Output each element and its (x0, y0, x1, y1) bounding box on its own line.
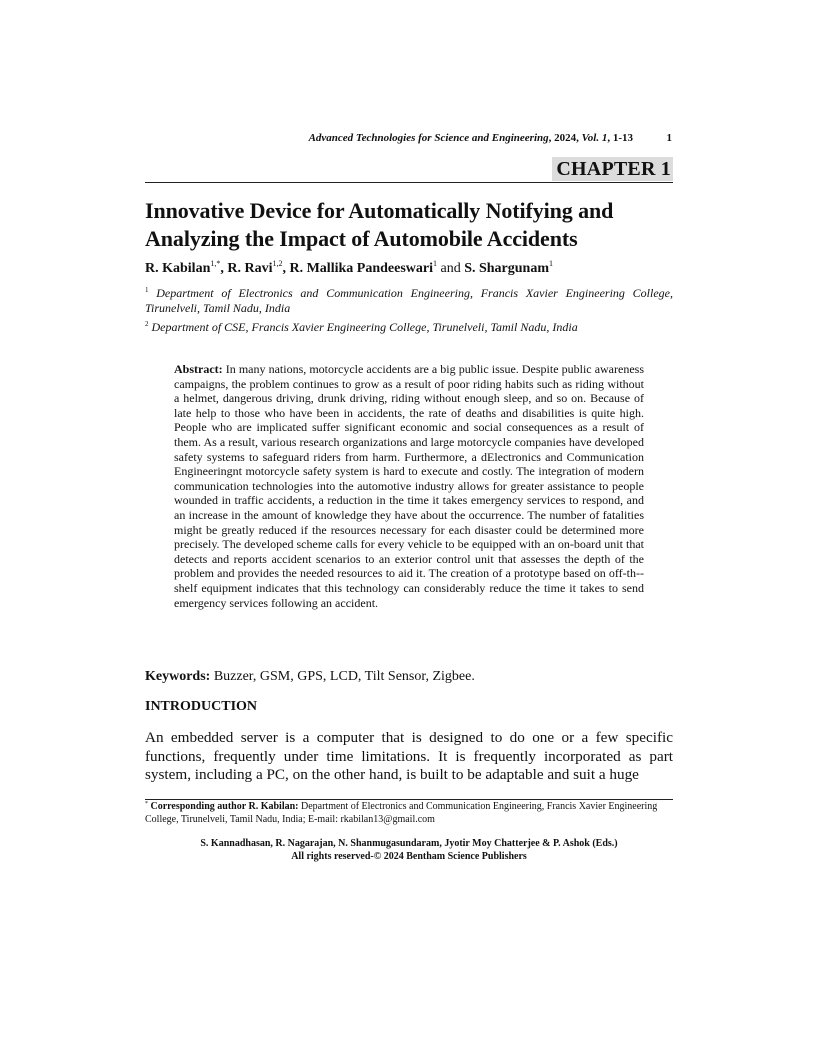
abstract (174, 362, 644, 610)
footnote-text: Department of Electronics and Communication Engineering, Francis Xavier Engineering College, Tirunelveli, Tamil Nadu, India; E-mail: rkabilan13@gmail.com (145, 801, 658, 825)
body-paragraph: An embedded server is a computer that is designed to do one or a few specific functions, frequently under time limitations. It is frequently incorporated as part system, including a PC, on the other hand, is built to be adaptable and suit a huge (145, 729, 673, 783)
author-affiliation-mark: 1 (549, 259, 554, 268)
author-name: S. Shargunam (464, 261, 550, 276)
affiliation (145, 320, 673, 335)
author-list (145, 261, 673, 277)
keywords-label: Keywords: (145, 669, 211, 684)
publisher-imprint (145, 838, 673, 863)
footnote-marker: * (145, 801, 148, 807)
chapter-banner (145, 157, 673, 183)
keywords (145, 669, 673, 685)
author-affiliation-mark: 1,* (210, 259, 221, 268)
affiliation-text: Department of CSE, Francis Xavier Engineering College, Tirunelveli, Tamil Nadu, India (148, 320, 578, 334)
author-separator: , (220, 261, 228, 276)
chapter-label: CHAPTER 1 (552, 157, 673, 181)
affiliation-mark: 1 (145, 286, 149, 294)
footnote (145, 801, 673, 826)
author-name: R. Ravi (227, 261, 273, 276)
footnote-label: Corresponding author R. Kabilan: (148, 801, 299, 812)
journal-year: , 2024, (548, 132, 582, 144)
affiliation-mark: 2 (145, 320, 149, 328)
author-affiliation-mark: 1 (432, 259, 437, 268)
affiliation (145, 286, 673, 316)
author-affiliation-mark: 1,2 (272, 259, 283, 268)
affiliation-text: Department of Electronics and Communication Engineering, Francis Xavier Engineering College, Tirunelveli, Tamil Nadu, India (145, 286, 673, 315)
author-separator: , (282, 261, 290, 276)
rights-line: All rights reserved-© 2024 Bentham Science Publishers (291, 850, 527, 862)
section-heading: INTRODUCTION (145, 699, 258, 714)
journal-volume: Vol. 1 (581, 132, 608, 144)
footnote-divider (145, 799, 673, 800)
paper-title: Innovative Device for Automatically Notifying and Analyzing the Impact of Automobile Accidents (145, 198, 614, 251)
author-conjunction: and (436, 261, 465, 276)
running-head-citation (309, 132, 633, 144)
author-name: R. Mallika Pandeeswari (289, 261, 433, 276)
journal-pages: , 1-13 (607, 132, 633, 144)
journal-name: Advanced Technologies for Science and Engineering (308, 132, 549, 144)
author-name: R. Kabilan (145, 261, 211, 276)
keywords-text: Buzzer, GSM, GPS, LCD, Tilt Sensor, Zigbee. (210, 669, 475, 684)
abstract-label: Abstract: (174, 362, 223, 376)
page-number: 1 (666, 132, 672, 144)
abstract-text: In many nations, motorcycle accidents are a big public issue. Despite public awareness campaigns, the problem continues to grow as a result of poor riding habits such as riding without a helmet, dangerous driving, drunk driving, riding without enough sleep, and so on. Because of late help to those who have been in accidents, the rate of deaths and disabilities is quite high. People who are implicated suffer significant economic and social consequences as a result of them. As a result, various research organizations and large motorcycle companies have developed safety systems to safeguard riders from harm. Furthermore, a dElectronics and Communication Engineeringnt motorcycle safety system is hard to execute and costly. The integration of modern communication technologies into the automotive industry allows for greater assistance to people wounded in traffic accidents, a reduction in the time it takes emergency services to respond, and an increase in the amount of knowledge they have about the occurrence. The number of fatalities might be greatly reduced if the resources necessary for each disaster could be determined more precisely. The developed scheme calls for every vehicle to be equipped with an on-board unit that detects and reports accident scenarios to an exterior control unit that assesses the depth of the problem and provides the needed resources to aid it. The creation of a prototype based on off-th--shelf equipment indicates that this technology can considerably reduce the time it takes to send emergency services following an accident. (174, 362, 644, 610)
editors-line: S. Kannadhasan, R. Nagarajan, N. Shanmugasundaram, Jyotir Moy Chatterjee & P. Ashok (Eds.) (200, 838, 618, 849)
